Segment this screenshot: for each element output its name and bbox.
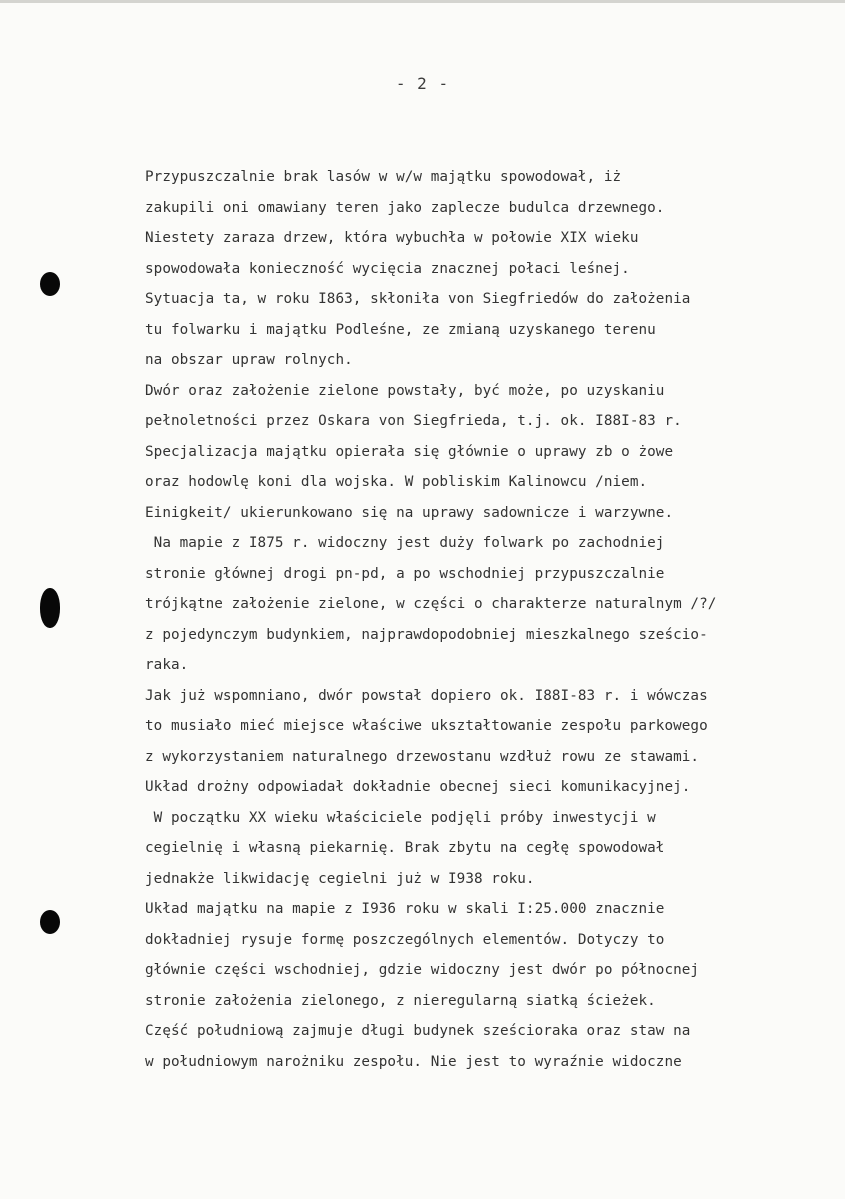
text-line: Układ drożny odpowiadał dokładnie obecnej sieci komunikacyjnej. xyxy=(145,779,691,795)
punch-hole xyxy=(40,910,60,934)
text-line: jednakże likwidację cegielni już w I938 roku. xyxy=(145,870,535,887)
text-line: pełnoletności przez Oskara von Siegfrieda, t.j. ok. I88I-83 r. xyxy=(145,413,682,429)
text-line: W początku XX wieku właściciele podjęli próby inwestycji w xyxy=(145,809,656,826)
page-top-edge xyxy=(0,0,845,3)
punch-hole xyxy=(40,272,60,296)
text-line: oraz hodowlę koni dla wojska. W pobliskim Kalinowcu /niem. xyxy=(145,474,648,490)
text-line: z wykorzystaniem naturalnego drzewostanu wzdłuż rowu ze stawami. xyxy=(145,748,700,765)
text-line: z pojedynczym budynkiem, najprawdopodobniej mieszkalnego sześcio- xyxy=(145,626,708,643)
text-line: Część południową zajmuje długi budynek sześcioraka oraz staw na xyxy=(145,1023,691,1039)
typewritten-text xyxy=(145,162,835,1077)
text-line: Sytuacja ta, w roku I863, skłoniła von Siegfriedów do założenia xyxy=(145,291,691,307)
text-line: cegielnię i własną piekarnię. Brak zbytu na cegłę spowodował xyxy=(145,840,665,856)
text-line: tu folwarku i majątku Podleśne, ze zmianą uzyskanego terenu xyxy=(145,321,656,338)
text-line: Dwór oraz założenie zielone powstały, być może, po uzyskaniu xyxy=(145,382,665,399)
text-line: na obszar upraw rolnych. xyxy=(145,352,353,368)
text-line: to musiało mieć miejsce właściwe ukształtowanie zespołu parkowego xyxy=(145,718,708,734)
text-line: stronie założenia zielonego, z nieregularną siatką ścieżek. xyxy=(145,992,656,1009)
page-number: - 2 - xyxy=(395,74,450,93)
text-line: Jak już wspomniano, dwór powstał dopiero ok. I88I-83 r. i wówczas xyxy=(145,687,708,704)
text-line: raka. xyxy=(145,657,189,673)
text-line: zakupili oni omawiany teren jako zaplecze budulca drzewnego. xyxy=(145,199,665,216)
text-line: Specjalizacja majątku opierała się głównie o uprawy zb o żowe xyxy=(145,443,674,460)
text-line: spowodowała konieczność wycięcia znacznej połaci leśnej. xyxy=(145,260,630,277)
punch-hole xyxy=(40,588,60,628)
text-line: Na mapie z I875 r. widoczny jest duży folwark po zachodniej xyxy=(145,535,665,551)
text-line: głównie części wschodniej, gdzie widoczny jest dwór po północnej xyxy=(145,962,700,978)
text-line: Niestety zaraza drzew, która wybuchła w połowie XIX wieku xyxy=(145,230,639,246)
text-line: w południowym narożniku zespołu. Nie jest to wyraźnie widoczne xyxy=(145,1053,682,1070)
text-line: Einigkeit/ ukierunkowano się na uprawy sadownicze i warzywne. xyxy=(145,504,674,521)
text-line: dokładniej rysuje formę poszczególnych elementów. Dotyczy to xyxy=(145,931,665,948)
text-line: stronie głównej drogi pn-pd, a po wschodniej przypuszczalnie xyxy=(145,565,665,582)
text-line: Układ majątku na mapie z I936 roku w skali I:25.000 znacznie xyxy=(145,901,665,917)
text-line: trójkątne założenie zielone, w części o charakterze naturalnym /?/ xyxy=(145,596,717,612)
text-line: Przypuszczalnie brak lasów w w/w majątku spowodował, iż xyxy=(145,169,622,185)
